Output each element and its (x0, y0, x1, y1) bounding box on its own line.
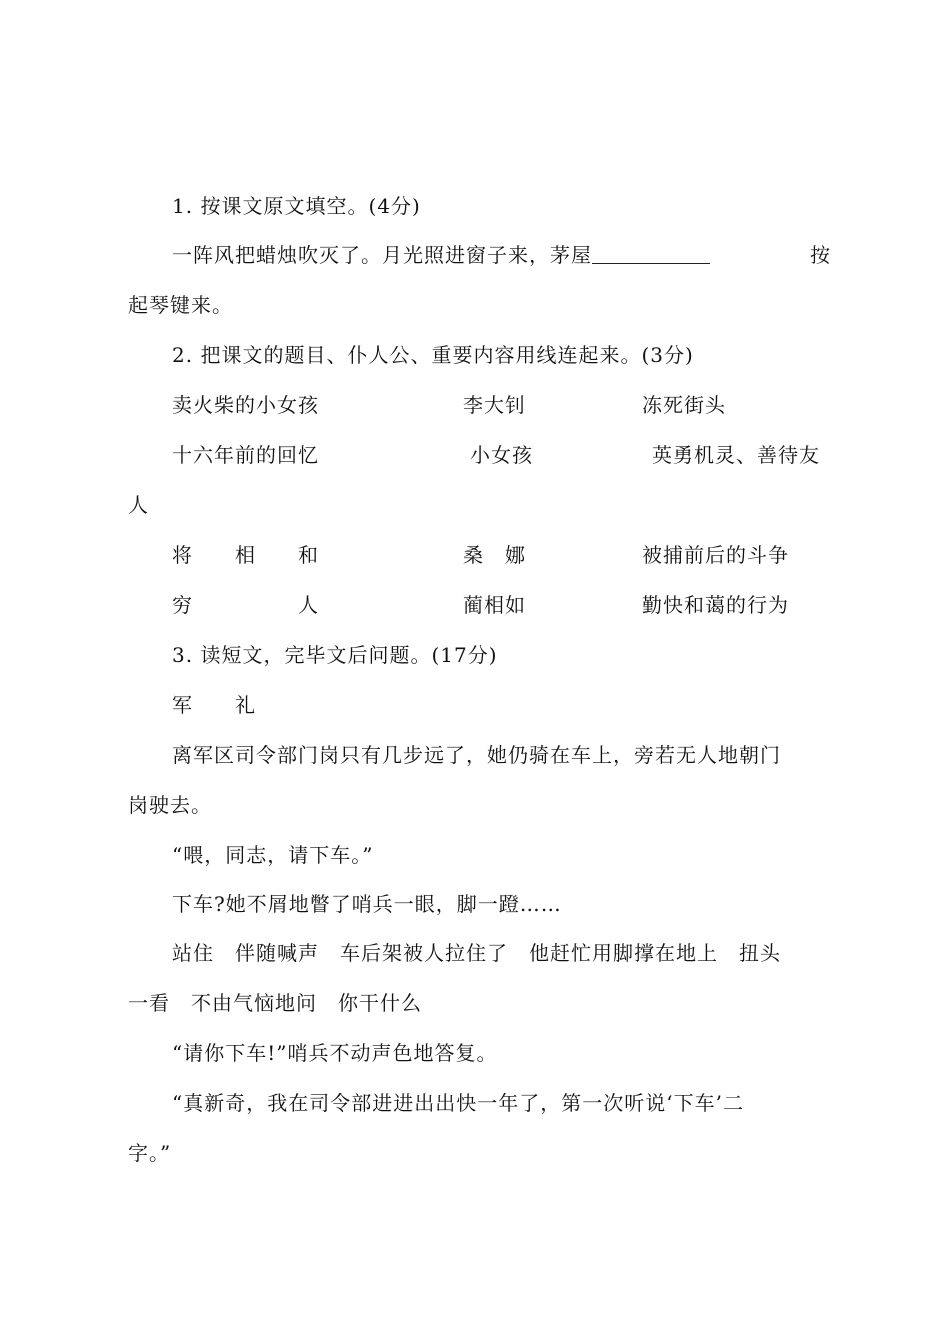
q2-row2-wrap: 人 (128, 493, 149, 517)
story-paragraph-6a: “真新奇，我在司令部进进出出快一年了，第一次听说‘下车’二 (172, 1091, 744, 1115)
q2-row2-title: 十六年前的回忆 (172, 443, 319, 467)
q2-row3-person: 桑 娜 (463, 543, 526, 567)
story-paragraph-4b: 一看 不由气恼地问 你干什么 (128, 991, 422, 1015)
q2-row2-content: 英勇机灵、善待友 (652, 443, 820, 467)
q1-title: 1. 按课文原文填空。(4分) (172, 194, 421, 218)
q3-title: 3. 读短文，完毕文后问题。(17分) (172, 643, 498, 667)
story-paragraph-1a: 离军区司令部门岗只有几步远了，她仍骑在车上，旁若无人地朝门 (172, 743, 781, 767)
story-paragraph-2: “喂，同志，请下车。” (172, 843, 374, 867)
q2-row1-person: 李大钊 (463, 393, 526, 417)
q2-row4-title: 穷 人 (172, 593, 319, 617)
q2-row3-content: 被捕前后的斗争 (642, 543, 789, 567)
q1-line1 (172, 243, 710, 267)
q1-line1-end: 按 (810, 243, 831, 267)
story-paragraph-4a: 站住 伴随喊声 车后架被人拉住了 他赶忙用脚撑在地上 扭头 (172, 941, 781, 965)
q2-title: 2. 把课文的题目、仆人公、重要内容用线连起来。(3分) (172, 343, 694, 367)
story-paragraph-3: 下车?她不屑地瞥了哨兵一眼，脚一蹬…… (172, 892, 562, 916)
story-paragraph-6b: 字。” (128, 1141, 172, 1165)
q2-row2-person: 小女孩 (470, 443, 533, 467)
q2-row4-content: 勤快和蔼的行为 (642, 593, 789, 617)
story-paragraph-5: “请你下车!”哨兵不动声色地答复。 (172, 1041, 498, 1065)
story-paragraph-1b: 岗驶去。 (128, 793, 212, 817)
q2-row3-title: 将 相 和 (172, 543, 319, 567)
story-title: 军 礼 (172, 693, 256, 717)
q2-row1-content: 冻死街头 (642, 393, 726, 417)
q2-row1-title: 卖火柴的小女孩 (172, 393, 319, 417)
fill-blank (592, 245, 710, 264)
q1-line2: 起琴键来。 (128, 293, 233, 317)
q1-line1-text: 一阵风把蜡烛吹灭了。月光照进窗子来，茅屋 (172, 243, 592, 267)
q2-row4-person: 蔺相如 (463, 593, 526, 617)
